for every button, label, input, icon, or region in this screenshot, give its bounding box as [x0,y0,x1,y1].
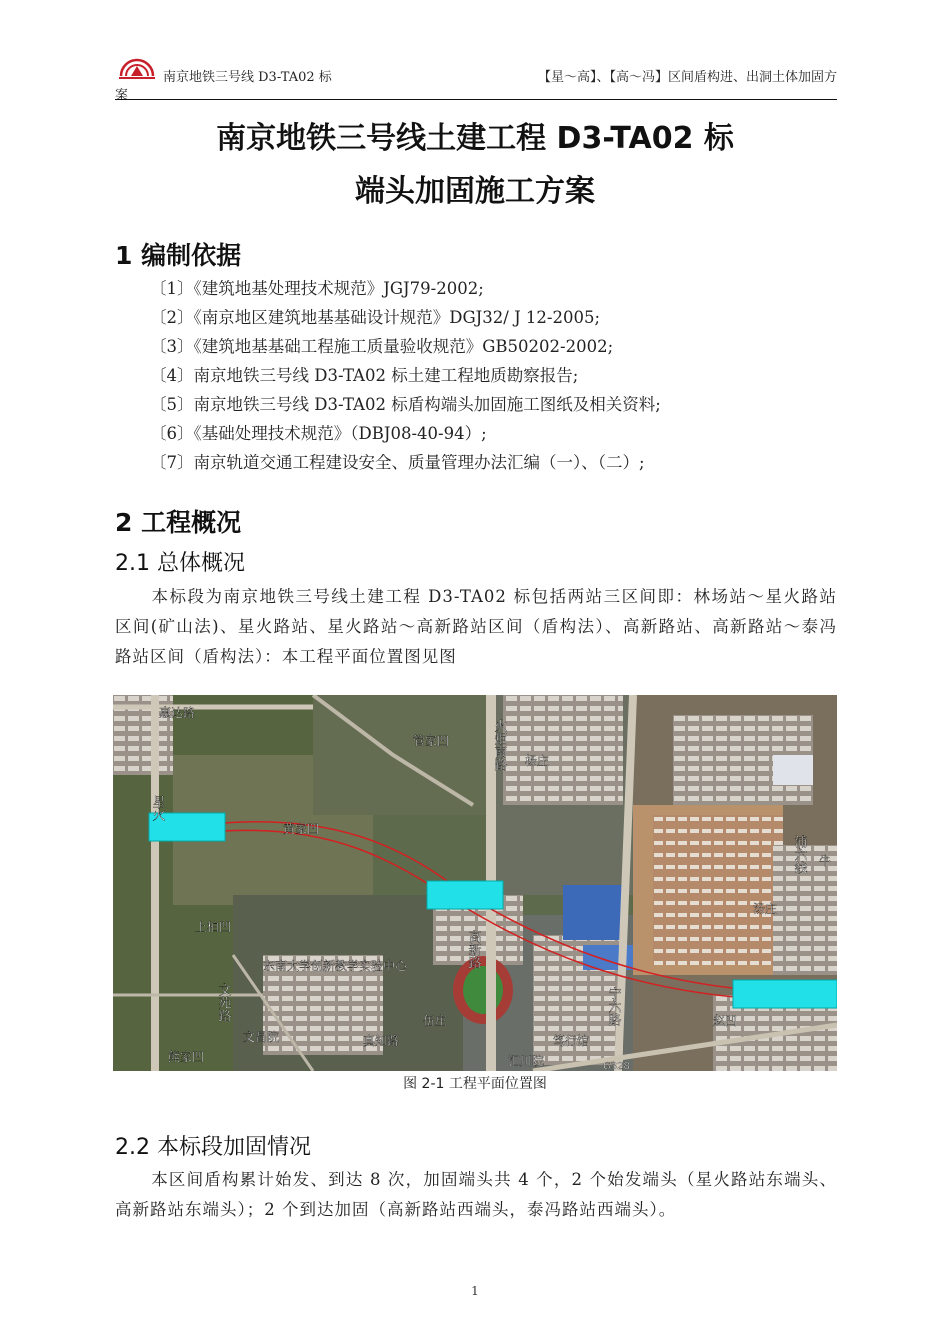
map-label: 真知路 [363,1034,400,1048]
project-location-map [113,695,837,1071]
map-label: 赵凹 [713,1014,738,1028]
reference-item: 〔5〕南京地铁三号线 D3-TA02 标盾构端头加固施工图纸及相关资料; [150,395,661,414]
reference-item: 〔1〕《建筑地基处理技术规范》JGJ79-2002; [150,279,484,298]
map-label: 上柏凹 [195,920,232,934]
company-logo-icon [115,52,159,82]
reference-item: 〔2〕《南京地区建筑地基基础设计规范》DGJ32/ J 12-2005; [150,308,601,327]
map-label: 汤庄 [753,902,778,916]
map-label: 熊家凹 [168,1050,205,1064]
map-label: 牛 [819,854,832,868]
document-title-line-2: 端头加固施工方案 [355,174,595,209]
reference-item: 〔3〕《建筑地基基础工程施工质量验收规范》GB50202-2002; [150,337,614,356]
page-header [115,52,837,103]
reference-item: 〔4〕南京地铁三号线 D3-TA02 标土建工程地质勘察报告; [150,366,579,385]
reference-item: 〔7〕南京轨道交通工程建设安全、质量管理办法汇编（一）、（二）; [150,453,645,472]
section-2-1-heading: 2.1 总体概况 [115,551,245,576]
section-2-2-text: 本区间盾构累计始发、到达 8 次，加固端头共 4 个，2 个始发端头（星火路站东端头、高新路站东端头）；2 个到达加固（高新路站西端头，泰冯路站西端头）。 [115,1170,837,1219]
section-2-2-heading: 2.2 本标段加固情况 [115,1135,311,1160]
map-label: 杨庄 [525,754,550,768]
map-label: 管家凹 [413,734,450,748]
section-2-heading: 2 工程概况 [115,508,242,537]
map-label: 火炬南路 [491,719,507,771]
map-label: 东南大学创新教学实验中心 [263,959,408,973]
section-2-1-paragraph [115,582,837,672]
section-1-heading: 1 编制依据 [115,241,242,270]
reference-item: 〔6〕《基础处理技术规范》（DBJ08-40-94）; [150,424,487,443]
page-number: 1 [471,1284,479,1298]
map-label: 高新路 [465,930,481,969]
map-label: 星火 [149,795,165,821]
header-rule [115,99,837,100]
reference-list [150,278,850,481]
map-label: 文昌院 [243,1030,280,1044]
map-label: 笃行馆 [553,1034,590,1048]
figure-caption: 图 2-1 工程平面位置图 [403,1076,547,1092]
map-label: 宁六路 [605,987,621,1026]
map-label: 伍庄 [423,1014,448,1028]
section-2-1-text: 本标段为南京地铁三号线土建工程 D3-TA02 标包括两站三区间即：林场站～星火路站区间(矿山法)、星火路站、星火路站～高新路站区间（盾构法）、高新路站、高新路站～泰冯路站区间（盾构法）：本工程平面位置图见图 [115,587,837,666]
document-title-line-1: 南京地铁三号线土建工程 D3-TA02 标 [216,121,734,156]
header-left-wrap-text: 案 [115,88,129,103]
map-label: G328 [603,1061,630,1071]
header-left-text: 南京地铁三号线 D3-TA02 标 [163,70,332,85]
section-2-2-paragraph [115,1165,837,1225]
map-label: 浦六线 [791,835,807,874]
map-label: 汇川院 [508,1054,545,1068]
header-right-text: 【星～高】、【高～冯】区间盾构进、出洞土体加固方 [537,70,837,85]
map-label: 惠达路 [159,706,196,720]
map-label: 黄家凹 [283,822,320,836]
map-label: 文苑路 [215,983,231,1022]
